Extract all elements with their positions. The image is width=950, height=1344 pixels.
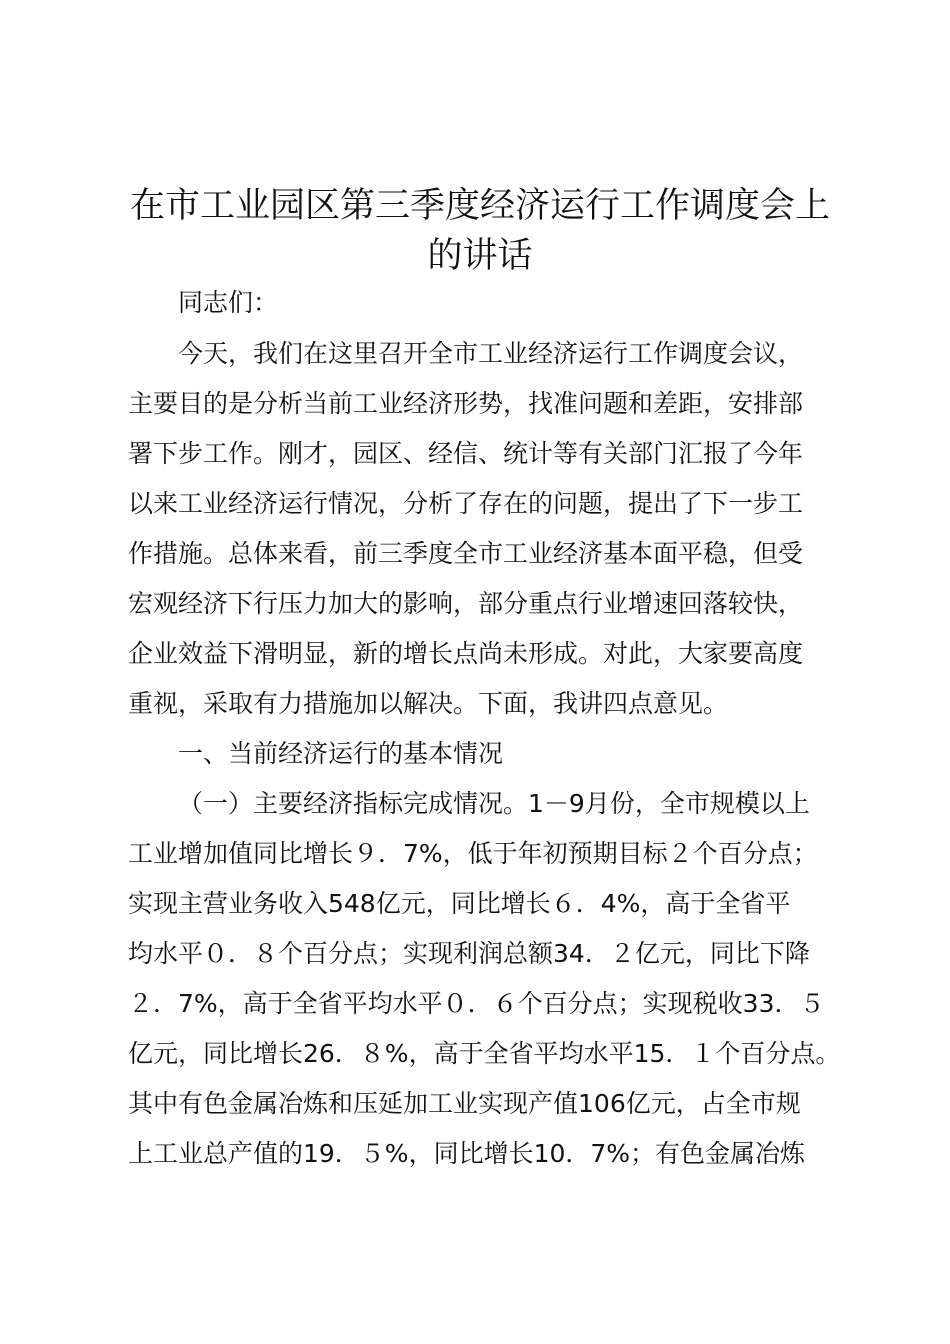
paragraph-line: （一）主要经济指标完成情况。1－9月份，全市规模以上 [178,789,810,818]
paragraph-line: ２．7%，高于全省平均水平０．６个百分点；实现税收33．５ [128,989,825,1018]
paragraph-line: 上工业总产值的19．５%，同比增长10．7%；有色金属冶炼 [128,1139,806,1168]
document-title-line-2: 的讲话 [427,236,533,276]
paragraph-line: 今天，我们在这里召开全市工业经济运行工作调度会议， [178,339,804,368]
paragraph-line: 其中有色金属冶炼和压延加工业实现产值106亿元，占全市规 [128,1089,801,1118]
paragraph-line: 实现主营业务收入548亿元，同比增长６．4%，高于全省平 [128,889,791,918]
paragraph-line: 署下步工作。刚才，园区、经信、统计等有关部门汇报了今年 [128,439,804,468]
paragraph-line: 亿元，同比增长26．８%，高于全省平均水平15．１个百分点。 [128,1039,841,1068]
salutation: 同志们： [178,288,279,317]
paragraph-line: 重视，采取有力措施加以解决。下面，我讲四点意见。 [128,689,729,718]
paragraph-line: 企业效益下滑明显，新的增长点尚未形成。对此，大家要高度 [128,639,804,668]
paragraph-line: 宏观经济下行压力加大的影响，部分重点行业增速回落较快， [128,589,804,618]
document-title-line-1: 在市工业园区第三季度经济运行工作调度会上 [129,186,830,226]
paragraph-line: 工业增加值同比增长９．7%，低于年初预期目标２个百分点； [128,839,818,868]
section-heading: 一、当前经济运行的基本情况 [178,739,504,768]
paragraph-line: 以来工业经济运行情况，分析了存在的问题，提出了下一步工 [128,489,804,518]
paragraph-line: 主要目的是分析当前工业经济形势，找准问题和差距，安排部 [128,389,804,418]
paragraph-line: 作措施。总体来看，前三季度全市工业经济基本面平稳，但受 [128,539,804,568]
paragraph-line: 均水平０．８个百分点；实现利润总额34．２亿元，同比下降 [128,939,810,968]
